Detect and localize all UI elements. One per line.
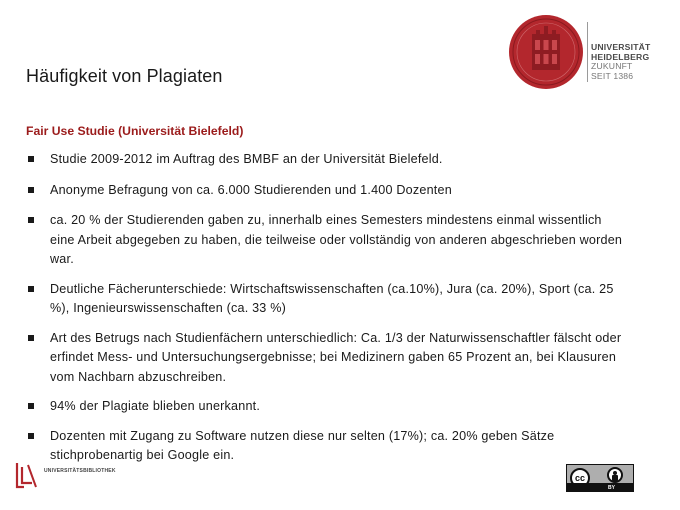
attribution-person-icon (607, 467, 623, 483)
wordmark-line-1: UNIVERSITÄT (591, 42, 651, 52)
bullet-text: Studie 2009-2012 im Auftrag des BMBF an der Universität Bielefeld. (50, 152, 443, 166)
university-seal-logo (508, 14, 584, 90)
bullet-text: Anonyme Befragung von ca. 6.000 Studierenden und 1.400 Dozenten (50, 182, 452, 197)
square-bullet-icon (28, 156, 34, 162)
bullet-item (26, 181, 626, 201)
square-bullet-icon (28, 187, 34, 193)
library-logo-icon (14, 461, 38, 491)
cc-by-license-badge (566, 464, 634, 492)
bullet-text: Art des Betrugs nach Studienfächern unterschiedlich: Ca. 1/3 der Naturwissenschaftler fälscht oder erfindet Mess- und Untersuchungsergebnisse; bei Medizinern gaben 65 Prozent an, bei Klausuren vom Nachbarn abzuschreiben. (50, 330, 622, 384)
square-bullet-icon (28, 335, 34, 341)
bullet-text: 94% der Plagiate blieben unerkannt. (50, 399, 261, 413)
library-label: UNIVERSITÄTSBIBLIOTHEK (44, 468, 116, 474)
bullet-item (26, 329, 626, 388)
square-bullet-icon (28, 286, 34, 292)
wordmark-line-4: SEIT 1386 (591, 70, 634, 81)
section-subtitle: Fair Use Studie (Universität Bielefeld) (26, 124, 244, 138)
bullet-item (26, 211, 626, 270)
square-bullet-icon (28, 433, 34, 439)
bullet-text: Dozenten mit Zugang zu Software nutzen diese nur selten (17%); ca. 20% geben Sätze stichprobenartig bei Google ein. (50, 428, 555, 462)
bullet-text: ca. 20 % der Studierenden gaben zu, innerhalb eines Semesters mindestens einmal wissentlich eine Arbeit abgegeben zu haben, die teilweise oder vollständig von anderen abgeschrieben worden war. (50, 213, 623, 266)
slide-title: Häufigkeit von Plagiaten (26, 66, 223, 86)
wordmark-line-3: ZUKUNFT (591, 61, 633, 71)
bullet-item (26, 397, 626, 417)
bullet-list (26, 150, 626, 476)
cc-icon: cc (570, 468, 590, 488)
logo-divider (587, 22, 588, 82)
square-bullet-icon (28, 403, 34, 409)
university-wordmark (591, 43, 651, 81)
wordmark-line-2: HEIDELBERG (591, 51, 650, 62)
bullet-item (26, 150, 626, 170)
bullet-item (26, 427, 626, 466)
by-label: BY (608, 485, 615, 491)
license-strip (567, 483, 633, 491)
bullet-text: Deutliche Fächerunterschiede: Wirtschaftswissenschaften (ca.10%), Jura (ca. 20%), Sport (ca. 25 %), Ingenieurswissenschaften (ca. 33 %) (50, 281, 614, 315)
bullet-item (26, 280, 626, 319)
square-bullet-icon (28, 217, 34, 223)
